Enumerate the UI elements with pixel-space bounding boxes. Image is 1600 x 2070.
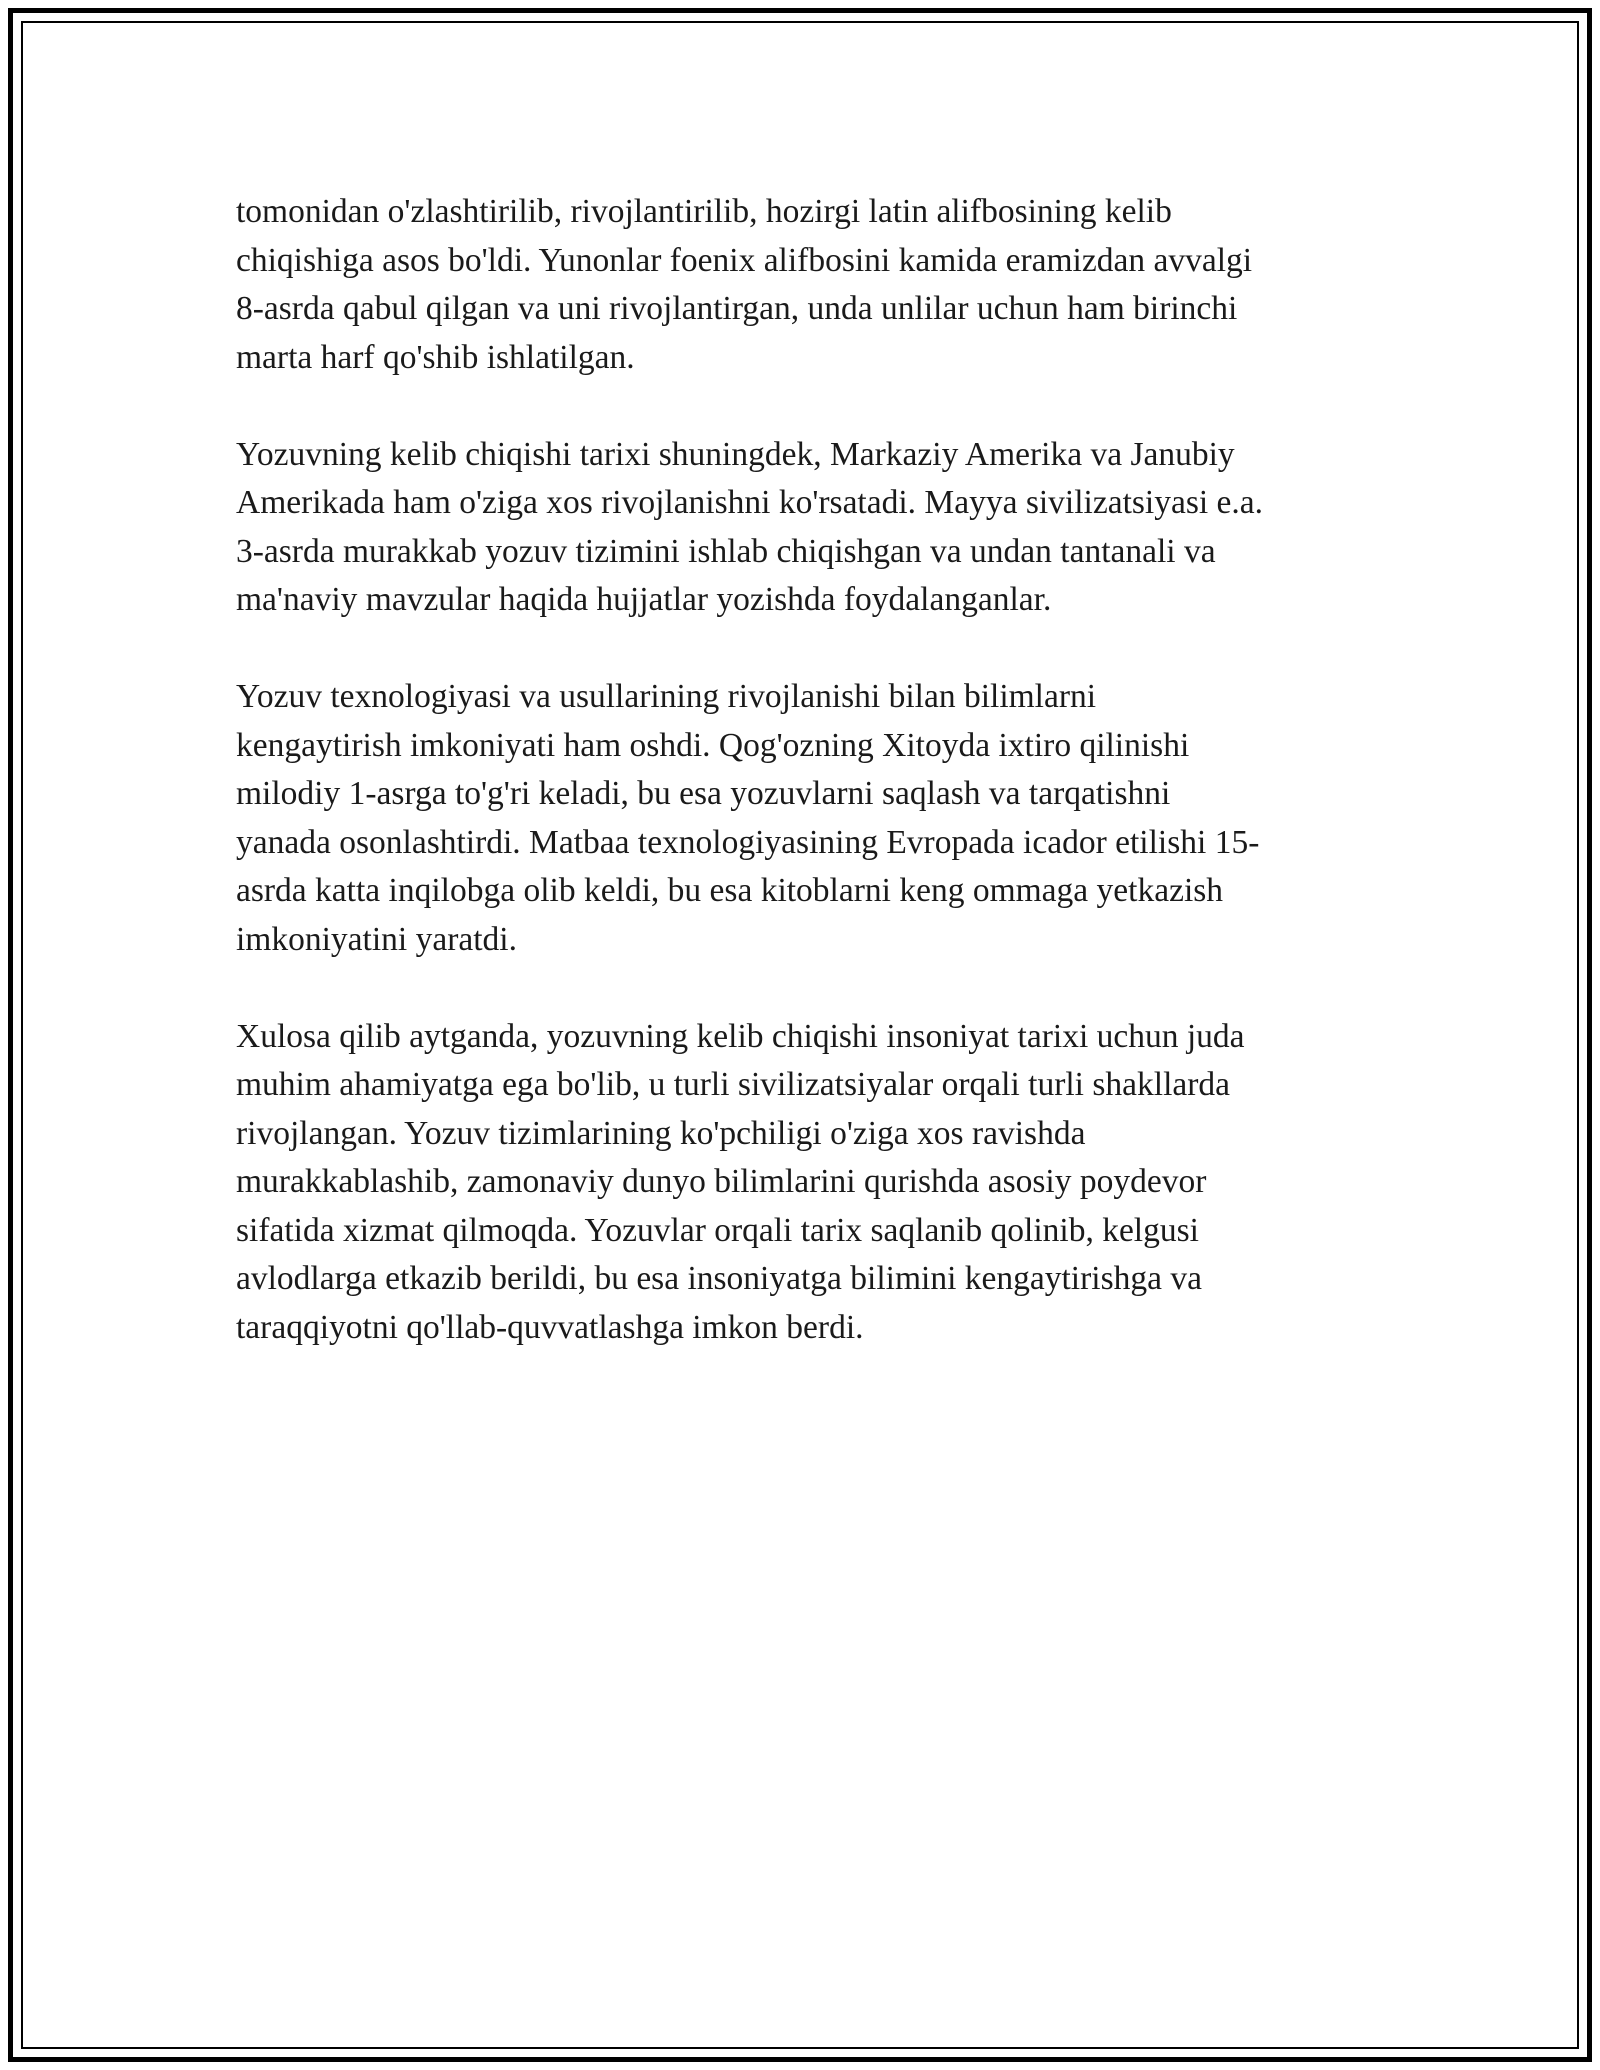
text-line: Xulosa qilib aytganda, yozuvning kelib chiqishi insoniyat tarixi uchun juda bbox=[236, 1017, 1245, 1055]
paragraph-1 bbox=[236, 188, 1376, 382]
text-line: imkoniyatini yaratdi. bbox=[236, 920, 517, 958]
text-line: tomonidan o'zlashtirilib, rivojlantirilib, hozirgi latin alifbosining kelib bbox=[236, 193, 1172, 230]
text-line: chiqishiga asos bo'ldi. Yunonlar foenix alifbosini kamida eramizdan avvalgi bbox=[236, 241, 1253, 279]
text-line: murakkablashib, zamonaviy dunyo bilimlarini qurishda asosiy poydevor bbox=[236, 1163, 1207, 1200]
text-line: milodiy 1-asrga to'g'ri keladi, bu esa yozuvlarni saqlash va tarqatishni bbox=[236, 775, 1171, 812]
text-line: avlodlarga etkazib berildi, bu esa insoniyatga bilimini kengaytirishga va bbox=[236, 1260, 1202, 1297]
text-line: taraqqiyotni qo'llab-quvvatlashga imkon berdi. bbox=[236, 1308, 864, 1346]
text-line: rivojlangan. Yozuv tizimlarining ko'pchiligi o'ziga xos ravishda bbox=[236, 1114, 1086, 1152]
paragraph-3 bbox=[236, 673, 1376, 964]
text-line: Yozuvning kelib chiqishi tarixi shuningdek, Markaziy Amerika va Janubiy bbox=[236, 435, 1235, 473]
paragraph-2 bbox=[236, 431, 1376, 625]
document-body bbox=[236, 188, 1376, 1401]
text-line: marta harf qo'shib ishlatilgan. bbox=[236, 338, 635, 376]
text-line: 8-asrda qabul qilgan va uni rivojlantirgan, unda unlilar uchun ham birinchi bbox=[236, 290, 1238, 327]
text-line: kengaytirish imkoniyati ham oshdi. Qog'ozning Xitoyda ixtiro qilinishi bbox=[236, 726, 1190, 764]
text-line: Yozuv texnologiyasi va usullarining rivojlanishi bilan bilimlarni bbox=[236, 678, 1097, 715]
paragraph-4 bbox=[236, 1013, 1376, 1353]
text-line: sifatida xizmat qilmoqda. Yozuvlar orqali tarix saqlanib qolinib, kelgusi bbox=[236, 1211, 1199, 1249]
text-line: ma'naviy mavzular haqida hujjatlar yozishda foydalanganlar. bbox=[236, 581, 1052, 618]
text-line: Amerikada ham o'ziga xos rivojlanishni ko'rsatadi. Mayya sivilizatsiyasi e.a. bbox=[236, 484, 1264, 521]
text-line: muhim ahamiyatga ega bo'lib, u turli sivilizatsiyalar orqali turli shakllarda bbox=[236, 1066, 1231, 1103]
text-line: asrda katta inqilobga olib keldi, bu esa kitoblarni keng ommaga yetkazish bbox=[236, 872, 1224, 909]
text-line: yanada osonlashtirdi. Matbaa texnologiyasining Evropada icador etilishi 15- bbox=[236, 823, 1260, 861]
text-line: 3-asrda murakkab yozuv tizimini ishlab chiqishgan va undan tantanali va bbox=[236, 532, 1216, 570]
